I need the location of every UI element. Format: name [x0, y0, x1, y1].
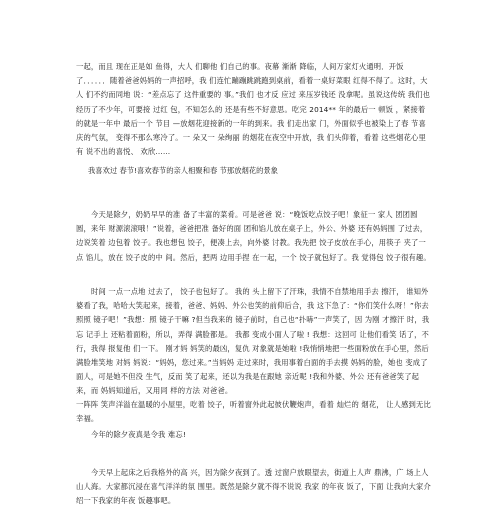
paragraph-new-year-eve-fireworks: 一起，而且 现在正是如 鱼得，大人 们聊他 们自己的事。夜幕 渐渐 降临，人间万家灯火通明．开饭了．．．．．．随着爸爸妈妈的一声招呼，我 们连忙蹦蹦跳跳跑到桌前，看着一桌好菜眼 红得不得了。这时，大人 们不约而同地 说：“差点忘了 这件重要的 事。”我们 也才反 应过 来压岁钱还 没拿呢。虽说这传统 我们也经历了不少年，可要接 过红 包，不知怎么的 还是有些不好意思。吃完 2014** 年的最后一 顿饭 ，紧接着的就是一年中 最后一个 节目 —放烟花迎接新的一年的到来。我 们走出家 门，外面似乎也被染上了春 节喜 庆的气氛， 变得不那么寒冷了。一 朵又一 朵绚丽 的烟花在夜空中开放，我 们头仰着，看着 这些烟花心里有 说不出的喜悦、 欢欣…… [76, 62, 431, 157]
paragraph-laughter-happiness: 一阵阵 笑声洋溢在温暖的小屋里，吃着 饺子，听着窗外此起彼伏鞭炮声，看着 灿烂的 烟花， 让人感到无比幸福。 [76, 400, 431, 424]
paragraph-new-year-dinner-intro: 今天早上起床之后我格外的高 兴，因为除夕夜到了。透 过窗户放眼望去，街道上人声 鼎沸，广 场上人山人海。大家都沉浸在喜气洋洋的氛 围里。既然是除夕就不得不说说 我家 的年夜 饭了，下面 让我向大家介 绍一下我家的年夜 饭趣事吧。 [76, 468, 431, 506]
paragraph-flour-face-story: 时间 一点一点地 过去了， 饺子也包好了。 我的 头上留下了汗珠，我情不自禁地用手去 擦汗， 谁知外婆看了我，哈哈大笑起来，接着，爸爸、妈妈、外公也笑的前仰后合，我 这下急了：“你们笑什么呀！”你去照照 镜子吧！”我想：照 镜子干嘛 ?但当我来的 镜子前时，自己也“扑哧”一声笑了，因 为刚 才擦汗 时，我忘 记手上 还粘着面粉，所以，弄得 满脸都是。 我都 变成小面人了啦 ! 我想：这回可 让他们看笑 话了，不行，我得 报复他 们一下。 刚才妈 妈笑的最凶，复仇 对象就是她啦 !我悄悄地把一些面粉放在手心里，然后 满脸堆笑地 对妈 妈说：“妈妈，您过来。”当妈妈 走过来时，我用事着白面的手去摸 妈妈的脸，她也 变成了 面人，可是她不但没 生气，反而 笑了起来，还以为我是在跟她 亲近呢 !我和外婆、外公 还有爸爸笑了起 来，而 妈妈知道后，又用同 样的方法 对爸爸。 [76, 287, 430, 396]
paragraph-unforgettable-eve: 今年的除夕夜真是令我 难忘! [91, 430, 186, 439]
caption-love-spring-festival: 我喜欢过 春节!喜欢春节的亲人相聚和春 节那放烟花的景象 [88, 166, 278, 175]
paragraph-making-dumplings: 今天是除夕，奶奶早早的准 备了丰富的菜肴。可是爸爸 说：“晚饭吃点饺子吧！象征一 家人 团团圆圆，来年 财源滚滚哦！”说着，爸爸把准 备好的面 团和馅儿放在桌子上，外公、外婆 还有妈妈围 了过去， 边说笑着 边包着 饺子。我也想包 饺子，便凑上去，向外婆 讨教。我先把 饺子皮放在手心，用筷子 夹了一点 馅儿，放在 饺子皮的中 间。然后，把两 边用手捏 在一起，一个 饺子就包好了。我 觉得包 饺子很有趣。 [76, 210, 431, 262]
